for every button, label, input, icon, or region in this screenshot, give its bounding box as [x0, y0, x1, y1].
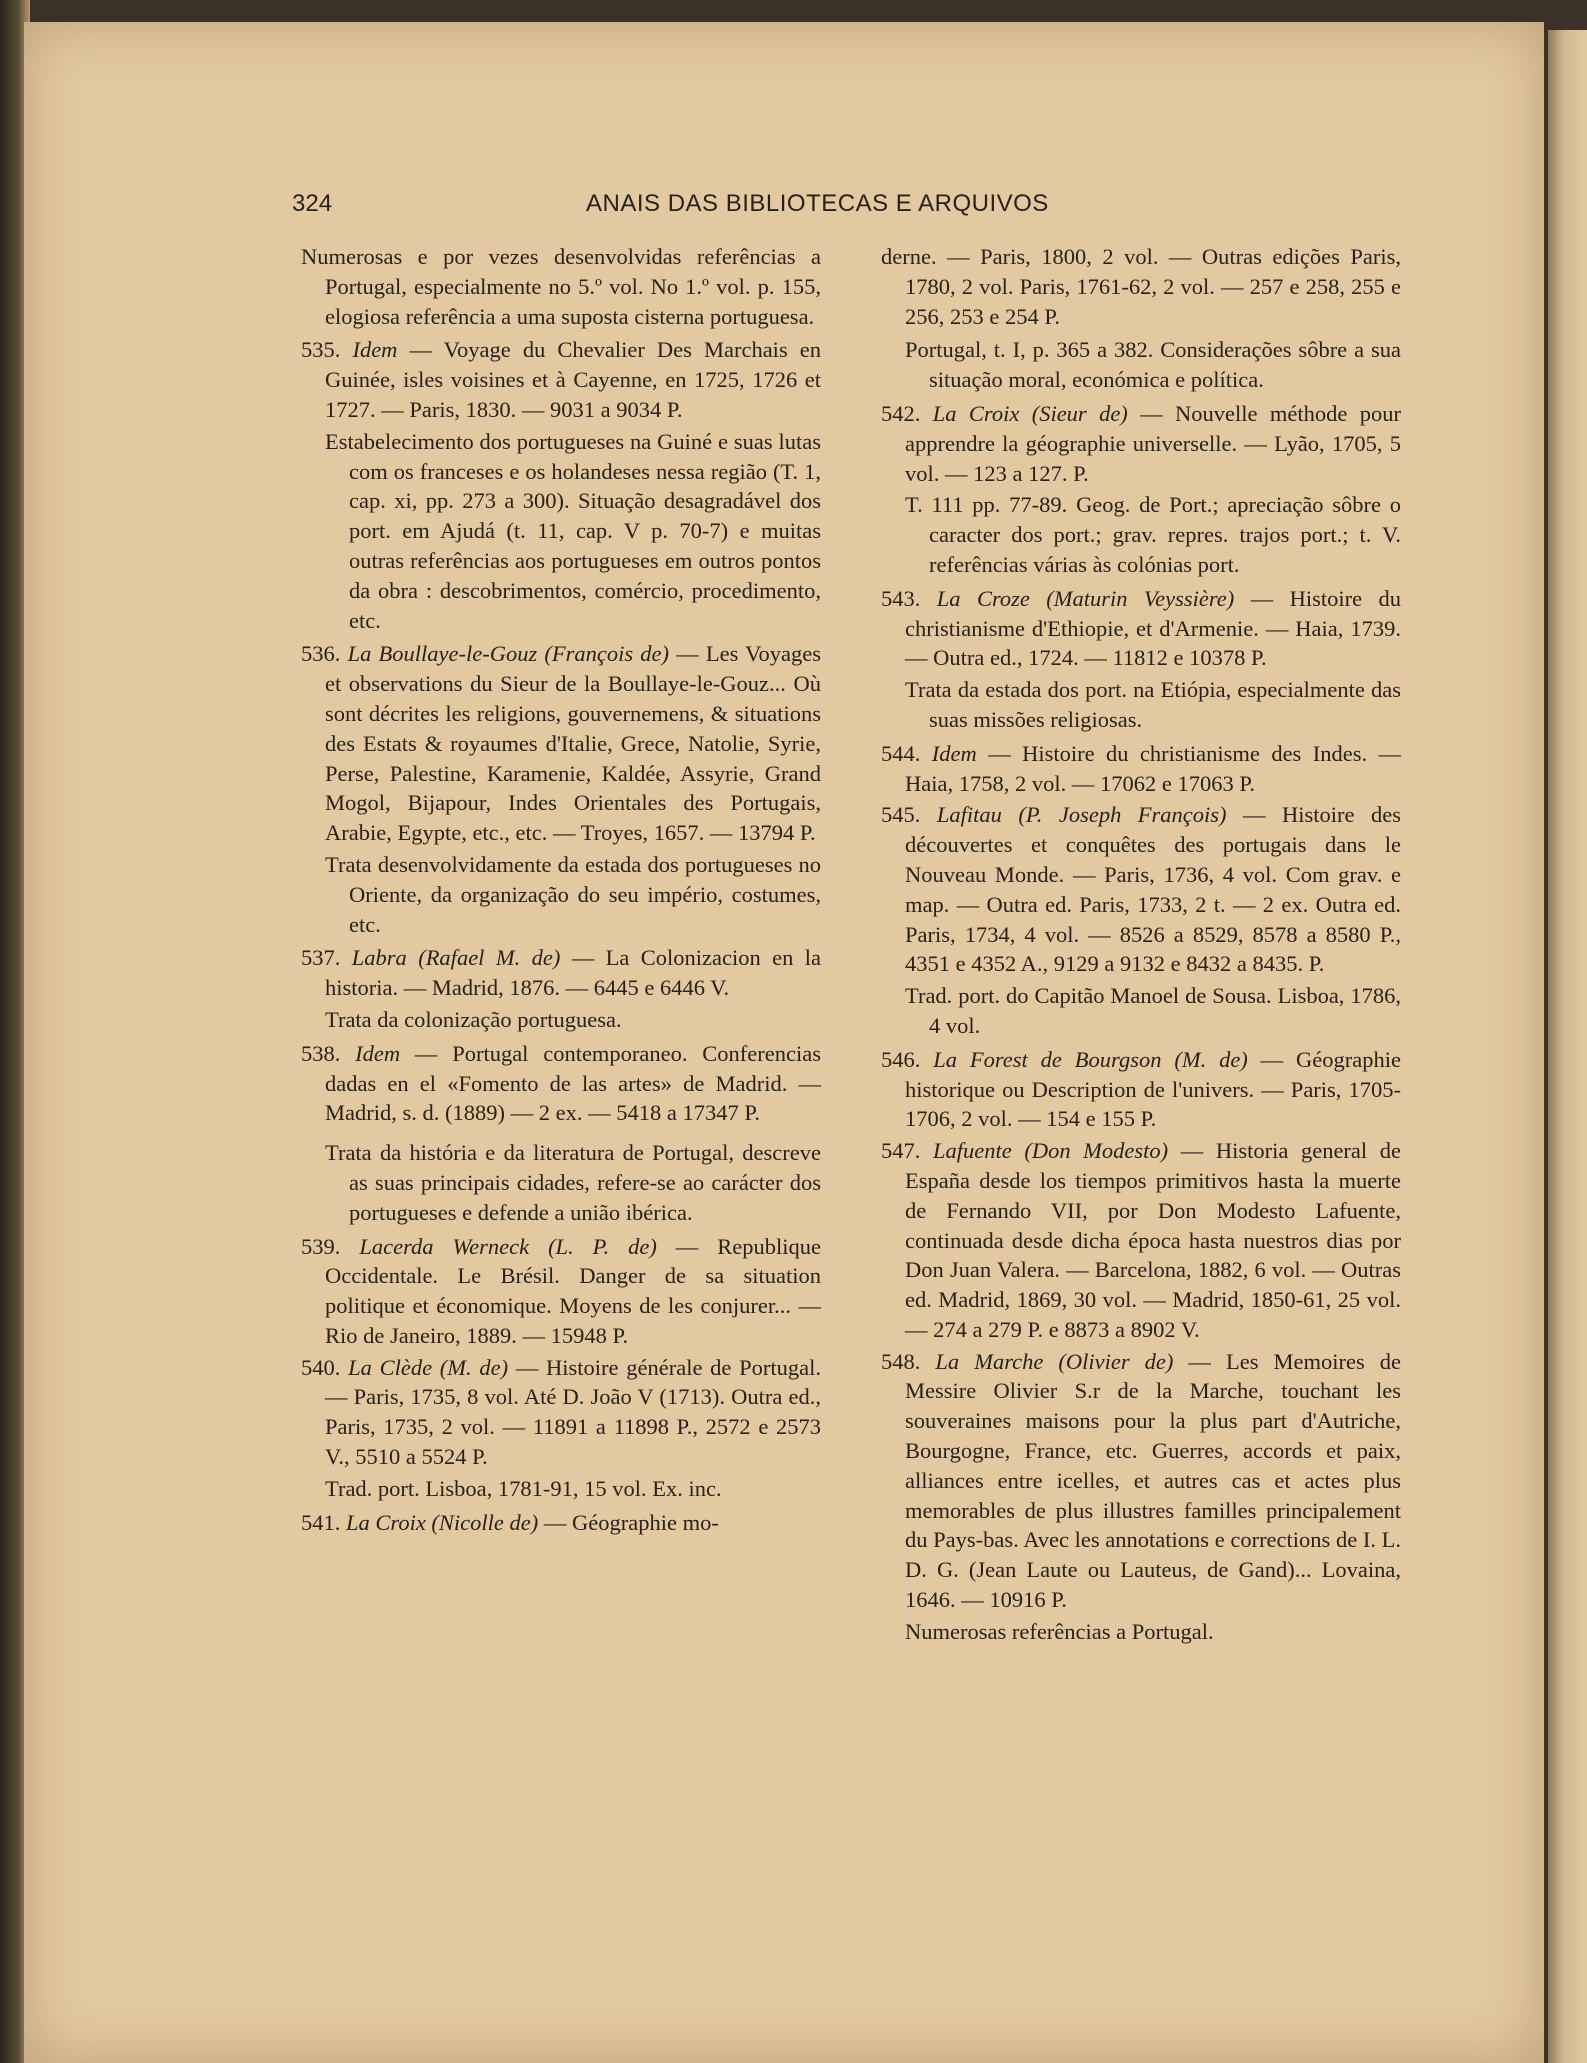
entry-text: — Les Voyages et observations du Sieur de la Boullaye-le-Gouz... Où sont décrites les religions, gouvernemens, & situations des Estats & royaumes d'Italie, Grece, Natolie, Syrie, Perse, Palestine, Karamenie, Kaldée, Assyrie, Grand Mogol, Bijapour, Indes Orientales des Portugais, Arabie, Egypte, etc., etc. — Troyes, 1657. — 13794 P.: [325, 641, 821, 846]
entry-545: [881, 800, 1401, 979]
entry-author: Lacerda Werneck (L. P. de): [359, 1233, 657, 1259]
entry-text: — Géographie historique ou Description de l'univers. — Paris, 1705-1706, 2 vol. — 154 e 155 P.: [905, 1046, 1401, 1132]
entry-548-note: Numerosas referências a Portugal.: [905, 1618, 1214, 1644]
entry-541-continuation: derne. — Paris, 1800, 2 vol. — Outras edições Paris, 1780, 2 vol. Paris, 1761-62, 2 vol. — 257 e 258, 255 e 256, 253 e 254 P.: [881, 244, 1401, 329]
entry-text: — Histoire générale de Portugal. — Paris, 1735, 8 vol. Até D. João V (1713). Outra ed., Paris, 1735, 2 vol. — 11891 a 11898 P., 2572 e 2573 V., 5510 a 5524 P.: [325, 1354, 821, 1470]
entry-number: 546.: [881, 1046, 921, 1072]
entry-text: — Portugal contemporaneo. Conferencias dadas en el «Fomento de las artes» de Madrid. — Madrid, s. d. (1889) — 2 ex. — 5418 a 17347 P.: [325, 1040, 821, 1126]
entry-text: — Historia general de España desde los tiempos primitivos hasta la muerte de Fernando VII, por Don Modesto Lafuente, continuada desde dicha época hasta nuestros dias por Don Juan Valera. — Barcelona, 1882, 6 vol. — Outras ed. Madrid, 1869, 30 vol. — Madrid, 1850-61, 25 vol. — 274 a 279 P. e 8873 a 8902 V.: [905, 1138, 1401, 1342]
entry-number: 548.: [881, 1348, 921, 1374]
entry-text: — Histoire des découvertes et conquêtes des portugais dans le Nouveau Monde. — Paris, 1736, 4 vol. Com grav. e map. — Outra ed. Paris, 1733, 2 t. — 2 ex. Outra ed. Paris, 1734, 4 vol. — 8526 a 8529, 8578 a 8580 P., 4351 e 4352 A., 9129 a 9132 e 8432 a 8435. P.: [905, 802, 1402, 977]
entry-author: Lafuente (Don Modesto): [932, 1138, 1169, 1164]
entry-534-note: Numerosas e por vezes desenvolvidas referências a Portugal, especialmente no 5.º vol. No 1.º vol. p. 155, elogiosa referência a uma suposta cisterna portuguesa.: [301, 244, 821, 329]
spacer: [301, 1130, 821, 1138]
entry-545-note: Trad. port. do Capitão Manoel de Sousa. Lisboa, 1786, 4 vol.: [905, 983, 1401, 1038]
entry-text: — Republique Occidentale. Le Brésil. Danger de sa situation politique et économique. Moyens de les conjurer... — Rio de Janeiro, 1889. — 15948 P.: [325, 1233, 821, 1348]
entry-542: [881, 399, 1401, 488]
entry-541-note: Portugal, t. I, p. 365 a 382. Considerações sôbre a sua situação moral, económica e política.: [905, 337, 1401, 393]
page-number: 324: [292, 190, 333, 217]
entry-547: [881, 1136, 1401, 1345]
entry-number: 542.: [881, 400, 921, 426]
entry-540-note: Trad. port. Lisboa, 1781-91, 15 vol. Ex. inc.: [325, 1475, 722, 1501]
running-title: ANAIS DAS BIBLIOTECAS E ARQUIVOS: [586, 190, 1049, 217]
right-column: [881, 242, 1401, 1651]
entry-548: [881, 1347, 1401, 1615]
entry-text: — La Colonizacion en la historia. — Madrid, 1876. — 6445 e 6446 V.: [325, 945, 822, 1001]
entry-number: 535.: [301, 337, 341, 363]
page-header: [292, 190, 1092, 226]
entry-540: [301, 1353, 821, 1472]
left-column: [301, 242, 821, 1539]
entry-text: — Géographie mo-: [538, 1509, 719, 1535]
entry-author: Idem: [931, 740, 977, 766]
entry-author: Idem: [352, 337, 398, 363]
entry-number: 541.: [301, 1509, 341, 1535]
entry-text: — Les Memoires de Messire Olivier S.r de la Marche, touchant les souveraines maisons pour la plus part d'Autriche, Bourgogne, France, etc. Guerres, accords et paix, alliances entre icelles, et autres cas et actes plus memorables de plus illustres familles principalement du Pays-bas. Avec les annotations e corrections de I. L. D. G. (Jean Laute ou Lauteus, de Gand)... Lovaina, 1646. — 10916 P.: [905, 1348, 1401, 1613]
entry-536-note: Trata desenvolvidamente da estada dos portugueses no Oriente, da organização do seu império, costumes, etc.: [325, 851, 821, 937]
entry-number: 543.: [881, 585, 921, 611]
entry-number: 540.: [301, 1354, 341, 1380]
entry-number: 547.: [881, 1138, 921, 1164]
entry-number: 544.: [881, 740, 921, 766]
entry-author: Lafitau (P. Joseph François): [936, 802, 1227, 828]
entry-text: — Histoire du christianisme d'Ethiopie, et d'Armenie. — Haia, 1739. — Outra ed., 1724. — 11812 e 10378 P.: [905, 585, 1401, 671]
entry-number: 545.: [881, 802, 921, 828]
entry-543-note: Trata da estada dos port. na Etiópia, especialmente das suas missões religiosas.: [905, 677, 1401, 732]
entry-text: — Nouvelle méthode pour apprendre la géographie universelle. — Lyão, 1705, 5 vol. — 123 a 127. P.: [905, 400, 1401, 486]
entry-author: La Forest de Bourgson (M. de): [933, 1046, 1248, 1072]
entry-536: [301, 639, 821, 848]
entry-535: [301, 335, 821, 424]
entry-number: 536.: [301, 641, 341, 667]
entry-542-note: T. 111 pp. 77-89. Geog. de Port.; apreciação sôbre o caracter dos port.; grav. repres. trajos port.; t. V. referências várias às colónias port.: [905, 492, 1401, 577]
entry-author: La Croze (Maturin Veyssière): [936, 585, 1235, 611]
entry-author: La Croix (Sieur de): [932, 400, 1128, 426]
entry-546: [881, 1045, 1401, 1134]
entry-number: 537.: [301, 945, 341, 971]
entry-author: La Marche (Olivier de): [935, 1348, 1174, 1374]
entry-number: 538.: [301, 1040, 341, 1066]
entry-539: [301, 1232, 821, 1351]
entry-537-note: Trata da colonização portuguesa.: [325, 1006, 622, 1032]
adjacent-page-edge: [1548, 30, 1587, 2063]
entry-number: 539.: [301, 1233, 341, 1259]
entry-author: La Boullaye-le-Gouz (François de): [347, 641, 670, 667]
entry-author: Labra (Rafael M. de): [351, 945, 561, 971]
entry-text: — Voyage du Chevalier Des Marchais en Guinée, isles voisines et à Cayenne, en 1725, 1726 et 1727. — Paris, 1830. — 9031 a 9034 P.: [325, 337, 822, 422]
entry-535-note: Estabelecimento dos portugueses na Guiné e suas lutas com os franceses e os holandeses nessa região (T. 1, cap. xi, pp. 273 a 300). Situação desagradável dos port. em Ajudá (t. 11, cap. V p. 70-7) e muitas outras referências aos portugueses em outros pontos da obra : descobrimentos, comércio, procedimento, etc.: [325, 428, 821, 633]
entry-538-note: Trata da história e da literatura de Portugal, descreve as suas principais cidades, refere-se ao carácter dos portugueses e defende a união ibérica.: [325, 1140, 821, 1225]
entry-text: — Histoire du christianisme des Indes. — Haia, 1758, 2 vol. — 17062 e 17063 P.: [905, 740, 1402, 796]
entry-author: La Clède (M. de): [348, 1354, 509, 1380]
entry-537: [301, 943, 821, 1003]
entry-543: [881, 584, 1401, 673]
entry-541: [301, 1508, 821, 1538]
entry-538: [301, 1039, 821, 1128]
entry-author: Idem: [355, 1040, 401, 1066]
entry-author: La Croix (Nicolle de): [346, 1509, 539, 1535]
entry-544: [881, 739, 1401, 799]
